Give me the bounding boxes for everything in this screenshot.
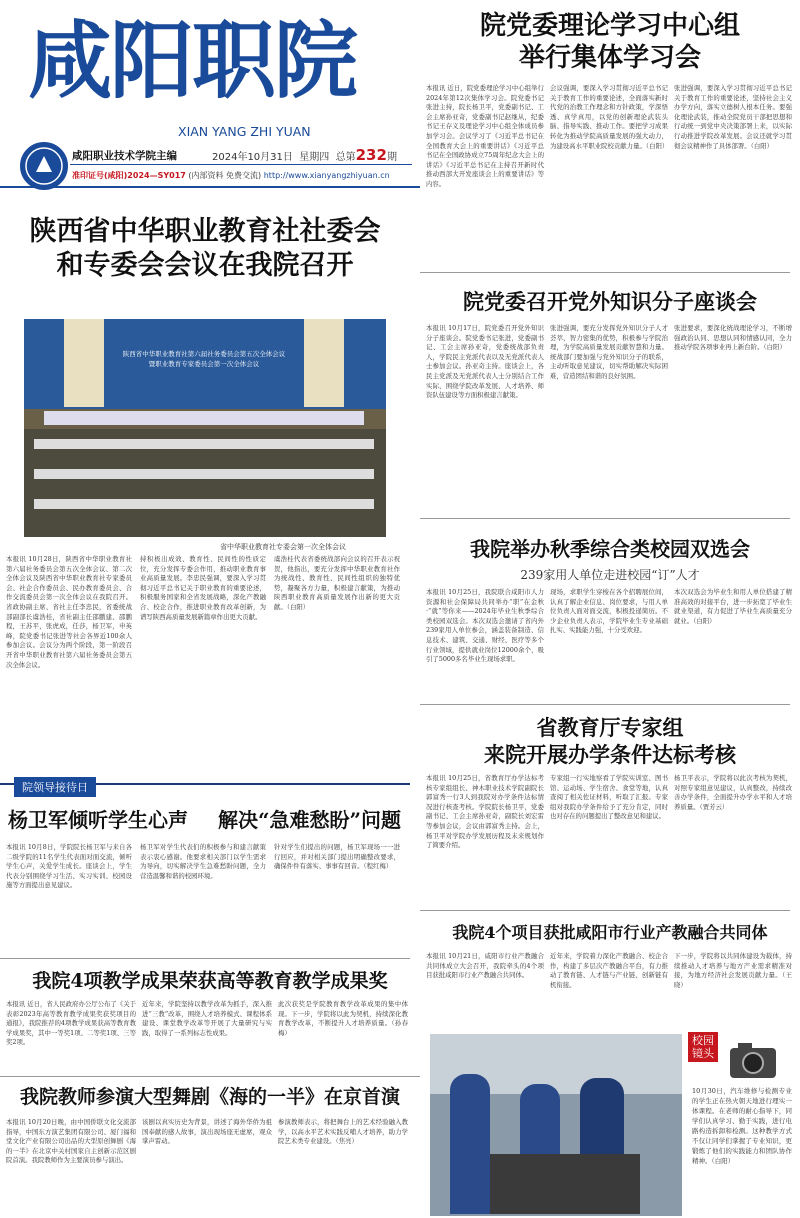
article-col-3: 张进要求，要深化统战理论学习，不断增强政治认同、思想认同和情感认同，全力推动学院各项事业再上新台阶。（白阳） (674, 324, 792, 352)
section-tag: 院领导接待日 (14, 777, 96, 797)
article-col-3: 虞浩桂代表省委统战部向会议的召开表示祝贺，他指出，要充分发挥中华职业教育社作为统战性、教育性、民间性组织的独特优势，凝聚各方力量，积极建言献策，为推动陕西职业教育高质量发展作出新的更大贡献。（白阳） (274, 555, 400, 611)
website-link[interactable]: http://www.xianyangzhiyuan.cn (263, 171, 390, 180)
column-label: 校园 镜头 (688, 1032, 718, 1062)
article-title: 陕西省中华职业教育社社委会 和专委会会议在我院召开 (29, 216, 381, 281)
leader-reception-section (0, 775, 410, 955)
article-col-3: 张进强调，要深入学习贯彻习近平总书记关于教育工作的重要论述，坚持社会主义办学方向，落实立德树人根本任务。要强化理论武装，推动全院党员干部把思想和行动统一到党中央决策部署上来，以实际行动推进学院改革发展。会议还就学习贯彻会议精神作了具体部署。（白阳） (674, 84, 792, 150)
article-col-1: 本报讯 10月25日，省教育厅办学达标考核专家组组长、神木职业技术学院副院长郭富秀一行3人到我院对办学条件达标情况进行核查考核。学院院长杨卫平，党委副书记、工会主席孙亚奇，副院长刘宏雷等参加会议，会议由郭富秀主持。会上，杨卫平对学院办学发展历程及未来规划作了简要介绍。 (426, 774, 544, 850)
article-col-3: 参演教师表示，将把舞台上的艺术经验融入教学，以高水平艺术实践反哺人才培养，助力学院艺术类专业建设。（焦亮） (278, 1118, 408, 1146)
article-col-3: 本次双选会为毕业生和用人单位搭建了精准高效的对接平台，进一步拓宽了毕业生就业渠道，有力促进了毕业生高质量充分就业。（白阳） (674, 588, 792, 625)
campus-photo-feature (420, 1026, 800, 1218)
article-subtitle: 239家用人单位走进校园“订”人才 (520, 568, 700, 582)
article-col-1: 本报讯 10月20日晚，由中国侨联文化交流部指导，中国东方演艺集团有限公司、厦门福和堂文化产业有限公司出品的大型原创舞剧《海的一半》在北京中关村国家自主创新示范区剧院首演。我院教师作为主要演员参与演出。 (6, 1118, 136, 1165)
leader-col-2: 杨卫军对学生代表们的积极参与和建言献策表示衷心感谢。他要求相关部门以学生需求为导向，切实解决学生急难愁盼问题，全力营造温馨和谐的校园环境。 (140, 843, 266, 880)
masthead-logo: 咸阳职院 (28, 12, 357, 110)
article-nonparty-forum (420, 276, 800, 516)
photo-caption: 省中华职业教育社专委会第一次全体会议 (220, 543, 346, 551)
article-title: 我院4个项目获批咸阳市行业产教融合共同体 (452, 923, 768, 942)
article-dance-drama (0, 1078, 420, 1218)
leader-col-1: 本报讯 10月8日，学院院长杨卫军与来自各二级学院的11名学生代表面对面交流，倾听学生心声，关爱学生成长。座谈会上，学生代表分别围绕学习生活、实习实训、校园设施等方面提出意见建议。 (6, 843, 132, 890)
banner-text: 陕西省中华职业教育社第六届社务委员会第五次全体会议 暨职业教育专家委员会第一次全体会议 (122, 350, 286, 368)
college-emblem-icon (20, 142, 68, 190)
article-col-3: 杨卫平表示，学院将以此次考核为契机，对照专家组意见建议，认真整改，持续改善办学条件，全面提升办学水平和人才培养质量。（贾芳云） (674, 774, 792, 811)
sponsor: 咸阳职业技术学院主编 (72, 150, 177, 162)
article-industry-education (420, 912, 800, 1024)
article-col-2: 张进强调，要充分发挥党外知识分子人才荟萃、智力密集的优势，积极参与学院治理，为学院高质量发展贡献智慧和力量。统战部门要加强与党外知识分子的联系，主动听取意见建议，切实帮助解决实际困难，营造团结和谐的良好氛围。 (550, 324, 668, 380)
issue-suffix: 期 (386, 152, 397, 163)
article-teaching-award (0, 960, 420, 1075)
article-col-2: 专家组一行实地察看了学院实训室、图书馆、运动场、学生宿舍、食堂等地，认真查阅了相关佐证材料，听取了汇报。专家组对我院办学条件给予了充分肯定，同时也对存在的问题提出了整改意见和建议。 (550, 774, 668, 821)
article-col-2: 现场，求职学生穿梭在各个招聘展位间，认真了解企业信息、岗位要求，与用人单位负责人面对面交流，积极投递简历。不少企业负责人表示，学院毕业生专业基础扎实、实践能力强，十分受欢迎。 (550, 588, 668, 635)
internal-note: (内部资料 免费交流) (188, 171, 262, 180)
article-vocational-society (0, 215, 410, 775)
article-col-2: 会议强调，要深入学习贯彻习近平总书记关于教育工作的重要论述，全面落实新时代党的治教工作理念和方针政策，学深悟透、真学真用，以党的创新理论武装头脑、指导实践、推动工作。要把学习成果转化为推动学院高质量发展的强大动力，为建设高水平职业院校贡献力量。（白阳） (550, 84, 669, 150)
article-title: 我院4项教学成果荣获高等教育教学成果奖 (32, 970, 388, 992)
article-col-3: 此次获奖是学院教育教学改革成果的集中体现。下一步，学院将以此为契机，持续深化教育教学改革，不断提升人才培养质量。（孙春梅） (278, 1000, 408, 1037)
issue-date: 2024年10月31日 (212, 152, 293, 163)
article-col-2: 持积极出成效、教育性、民间性的性质定位，充分发挥专委会作用，推动职业教育事业高质量发展。李忠民强调，要深入学习贯彻习近平总书记关于职业教育的重要论述，积极服务国家和全省发展战略，深化产教融合、校企合作，推进职业教育改革创新，为谱写陕西高质量发展新篇章作出更大贡献。 (140, 555, 266, 621)
meeting-photo (24, 319, 386, 537)
issue-weekday: 星期四 (299, 152, 330, 163)
permit-number: 准印证号(咸阳)2024—SY017 (72, 171, 186, 180)
masthead (0, 0, 420, 215)
article-col-1: 本报讯 10月17日，院党委召开党外知识分子座谈会。院党委书记张进，党委副书记、工会主席孙亚奇，党委统战部负责人，学院民主党派代表以及无党派代表人士参加会议。孙亚奇主持。座谈会上，各民主党派及无党派代表人士分别结合工作实际，围绕学院改革发展、人才培养、师资队伍建设等方面积极建言献策。 (426, 324, 544, 400)
issue-label: 总第 (335, 152, 356, 163)
article-col-1: 本报讯 10月21日，咸阳市行业产教融合共同体成立大会召开，我院牵头的4个项目获批咸阳市行业产教融合共同体。 (426, 952, 544, 980)
article-title: 院党委理论学习中心组 举行集体学习会 (479, 11, 740, 73)
workshop-photo (430, 1034, 682, 1216)
article-col-1: 本报讯 近日，院党委理论学习中心组举行2024年第12次集体学习会。院党委书记张进主持，院长杨卫平，党委副书记、工会主席孙亚奇，党委副书记赵继从，纪委书记王存义及理论学习中心组全体成员参加学习会。会议学习了《习近平总书记在全国教育大会上的重要讲话》《习近平总书记在全国政协成立75周年纪念大会上的讲话》《习近平总书记在主持召开新时代推动西部大开发座谈会上的重要讲话》等内容。 (426, 84, 544, 188)
article-job-fair (420, 522, 800, 702)
photo-caption: 10月30日，汽车维修与检测专业的学生正在热火朝天地进行理实一体课程。在老师的耐心指导下，同学们认真学习、勤于实践，进行电路构造拆卸和检测。这种教学方式不仅让同学们掌握了专业知识，更锻炼了他们的实践能力和团队协作精神。（白阳） (692, 1087, 792, 1165)
masthead-pinyin: XIAN YANG ZHI YUAN (178, 124, 311, 139)
leader-col-3: 针对学生们提出的问题，杨卫军现场一一进行回应，并对相关部门提出明确整改要求，确保件件有落实、事事有回音。（程红梅） (274, 843, 400, 871)
article-col-3: 下一步，学院将以共同体建设为载体，持续推动人才培养与地方产业需求精准对接，为地方经济社会发展贡献力量。（王晓） (674, 952, 792, 989)
leader-title-left: 杨卫军倾听学生心声 (8, 808, 188, 832)
issue-number: 232 (355, 146, 387, 164)
article-title: 省教育厅专家组 来院开展办学条件达标考核 (484, 715, 736, 767)
article-col-1: 本报讯 10月25日，我院联合咸阳市人力资源和社会保障局共同举办“职”在金秋·“就”等你来——2024年毕业生秋季综合类校园双选会。本次双选会邀请了省内外239家用人单位参会，涵盖装备制造、信息技术、建筑、交通、财经、医疗等多个行业领域，提供就业岗位12000余个，吸引了5000多名毕业生现场求职。 (426, 588, 544, 664)
article-col-2: 近年来，学院坚持以教学改革为抓手，深入推进“三教”改革，围绕人才培养模式、课程体系建设、课堂教学改革等开展了大量研究与实践，取得了一系列标志性成果。 (142, 1000, 272, 1037)
article-theory-study (420, 0, 800, 270)
article-title: 院党委召开党外知识分子座谈会 (463, 289, 757, 314)
leader-title-right: 解决“急难愁盼”问题 (218, 808, 402, 832)
article-inspection (420, 708, 800, 908)
article-col-1: 本报讯 近日，省人民政府办公厅公布了《关于表彰2023年高等教育教学成果奖获奖项目的通报》，我院推荐的4项教学成果获高等教育教学成果奖，其中一等奖1项、二等奖1项、三等奖2项。 (6, 1000, 136, 1047)
article-title: 我院举办秋季综合类校园双选会 (470, 537, 750, 561)
article-col-2: 近年来，学院着力深化产教融合、校企合作，构建了多层次产教融合平台，有力推动了教育链、人才链与产业链、创新链有机衔接。 (550, 952, 668, 989)
article-col-1: 本报讯 10月28日，陕西省中华职业教育社第六届社务委员会第五次全体会议、第二次全体会议及陕西省中华职业教育社专家委员会、社企合作委员会、民办教育委员会、合作交流委员会第一次全体会议在我院召开。省政协副主席、省社主任李忠民，省委统战部副部长虞浩桂，省社副主任邵鹏建、邵鹏程，王苏平，张虎成，任莎，杨卫军，申英峰，院党委书记张进等社会各界近100余人参加会议。会议分为两个阶段，第一阶段召开省中华职业教育社第六届社务委员会第五次全体会议。 (6, 555, 132, 669)
article-title: 我院教师参演大型舞剧《海的一半》在京首演 (19, 1086, 400, 1108)
article-col-2: 该剧以真实历史为背景，讲述了海外华侨为祖国奉献的感人故事，演出现场座无虚席，观众掌声雷动。 (142, 1118, 272, 1146)
